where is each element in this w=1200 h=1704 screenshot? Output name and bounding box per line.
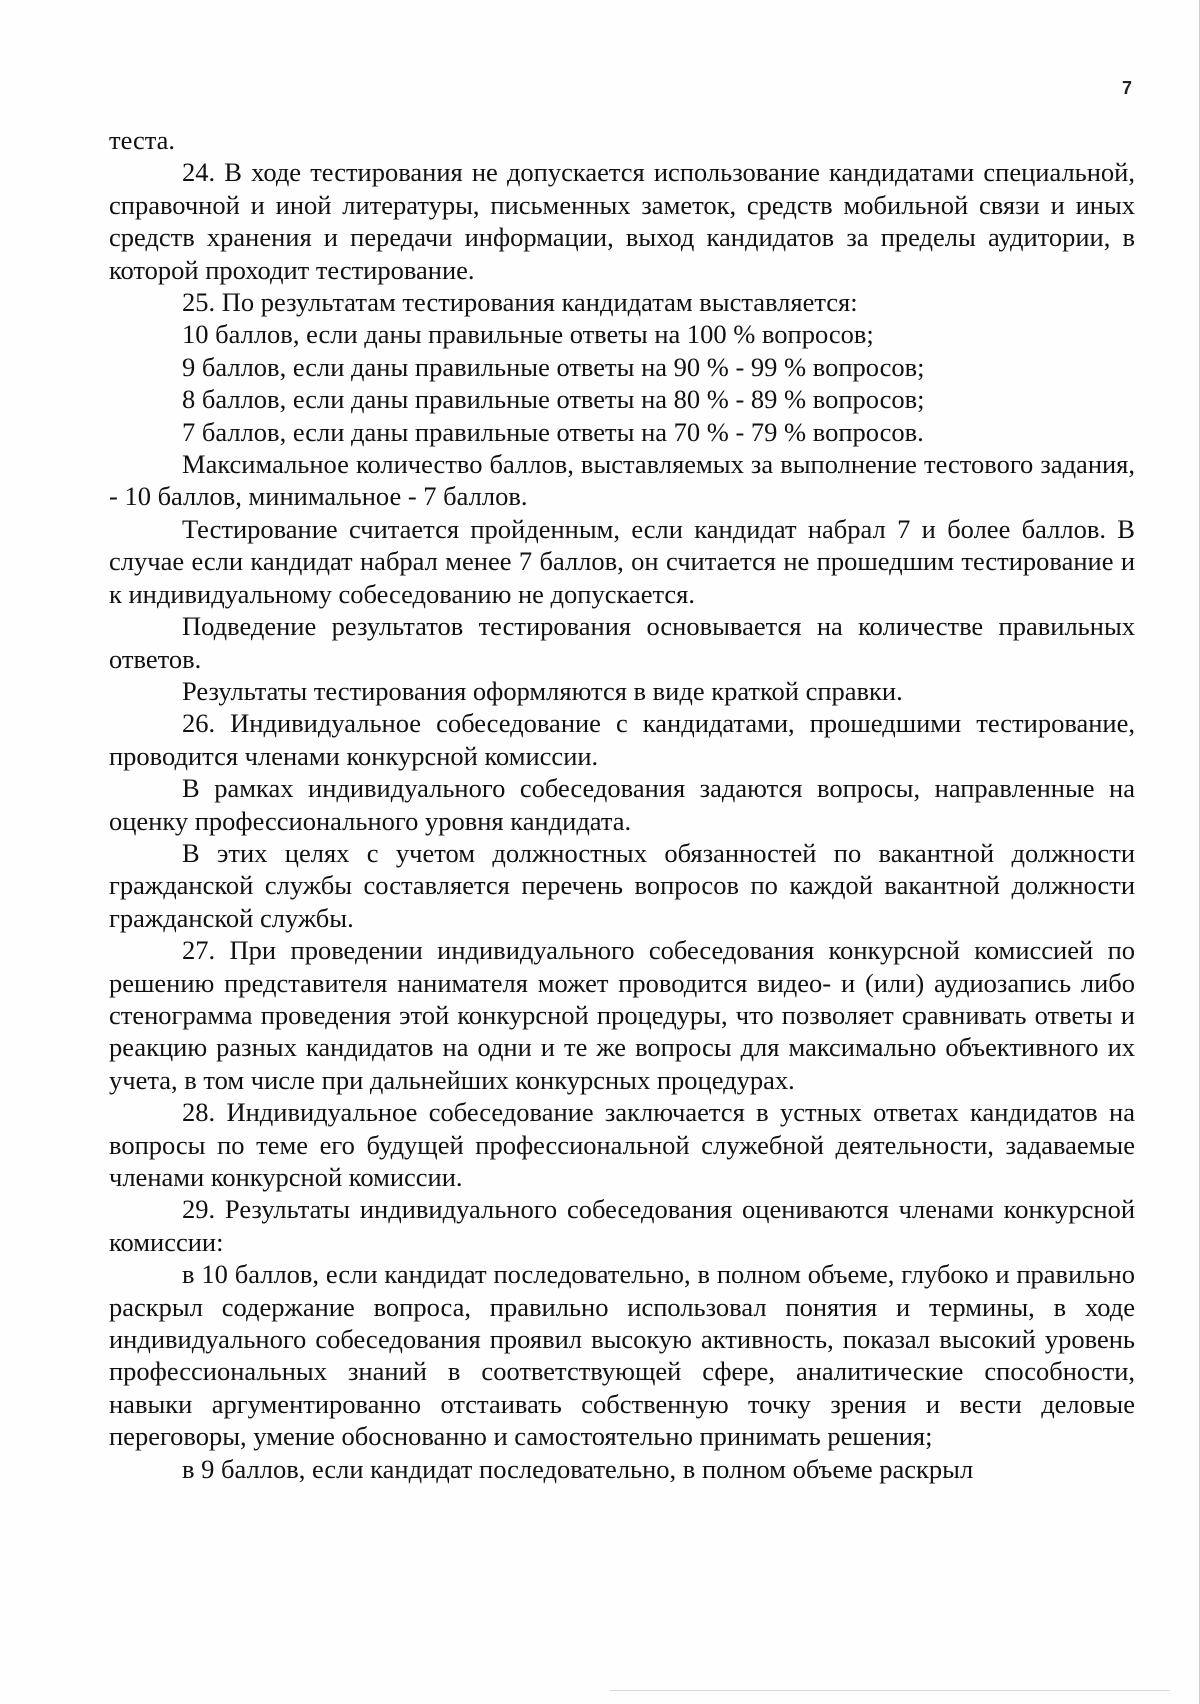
paragraph: теста.	[109, 125, 176, 155]
paragraph: 27. При проведении индивидуального собеседования конкурсной комиссией по решению представителя нанимателя может проводится видео- и (или) аудиозапись либо стенограмма проведения этой конкурсной процедуры, что позволяет сравнивать ответы и реакцию разных кандидатов на одни и те же вопросы для максимально объективного их учета, в том числе при дальнейших конкурсных процедурах.	[109, 935, 1135, 1095]
paragraph: Тестирование считается пройденным, если кандидат набрал 7 и более баллов. В случае если кандидат набрал менее 7 баллов, он считается не прошедшим тестирование и к индивидуальному собеседованию не допускается.	[109, 513, 1135, 609]
paragraph: В рамках индивидуального собеседования задаются вопросы, направленные на оценку профессионального уровня кандидата.	[109, 773, 1135, 836]
scan-bottom-line	[610, 1690, 1170, 1691]
paragraph: 26. Индивидуальное собеседование с кандидатами, прошедшими тестирование, проводится членами конкурсной комиссии.	[109, 708, 1135, 771]
paragraph: 24. В ходе тестирования не допускается использование кандидатами специальной, справочной и иной литературы, письменных заметок, средств мобильной связи и иных средств хранения и передачи информации, выход кандидатов за пределы аудитории, в которой проходит тестирование.	[109, 157, 1135, 285]
paragraph: Подведение результатов тестирования основывается на количестве правильных ответов.	[109, 611, 1135, 674]
paragraph: 28. Индивидуальное собеседование заключается в устных ответах кандидатов на вопросы по теме его будущей профессиональной служебной деятельности, задаваемые членами конкурсной комиссии.	[109, 1097, 1135, 1192]
document-body	[109, 124, 1135, 1485]
paragraph: 8 баллов, если даны правильные ответы на 80 % - 89 % вопросов;	[182, 384, 925, 415]
paragraph: 9 баллов, если даны правильные ответы на 90 % - 99 % вопросов;	[182, 351, 925, 382]
paragraph: В этих целях с учетом должностных обязанностей по вакантной должности гражданской службы составляется перечень вопросов по каждой вакантной должности гражданской службы.	[109, 837, 1135, 933]
paragraph: 7 баллов, если даны правильные ответы на 70 % - 79 % вопросов.	[182, 416, 924, 447]
paragraph: 10 баллов, если даны правильные ответы на 100 % вопросов;	[182, 319, 874, 350]
paragraph: в 10 баллов, если кандидат последовательно, в полном объеме, глубоко и правильно раскрыл содержание вопроса, правильно использовал понятия и термины, в ходе индивидуального собеседования проявил высокую активность, показал высокий уровень профессиональных знаний в соответствующей сфере, аналитические способности, навыки аргументированно отстаивать собственную точку зрения и вести деловые переговоры, умение обоснованно и самостоятельно принимать решения;	[109, 1259, 1135, 1452]
paragraph: Максимальное количество баллов, выставляемых за выполнение тестового задания, - 10 баллов, минимальное - 7 баллов.	[109, 449, 1135, 512]
page-number: 7	[1122, 78, 1133, 98]
paragraph: в 9 баллов, если кандидат последовательно, в полном объеме раскрыл	[182, 1453, 974, 1484]
paragraph: 25. По результатам тестирования кандидатам выставляется:	[182, 287, 858, 318]
paragraph: Результаты тестирования оформляются в виде краткой справки.	[182, 675, 903, 706]
paragraph: 29. Результаты индивидуального собеседования оцениваются членами конкурсной комиссии:	[109, 1194, 1135, 1257]
